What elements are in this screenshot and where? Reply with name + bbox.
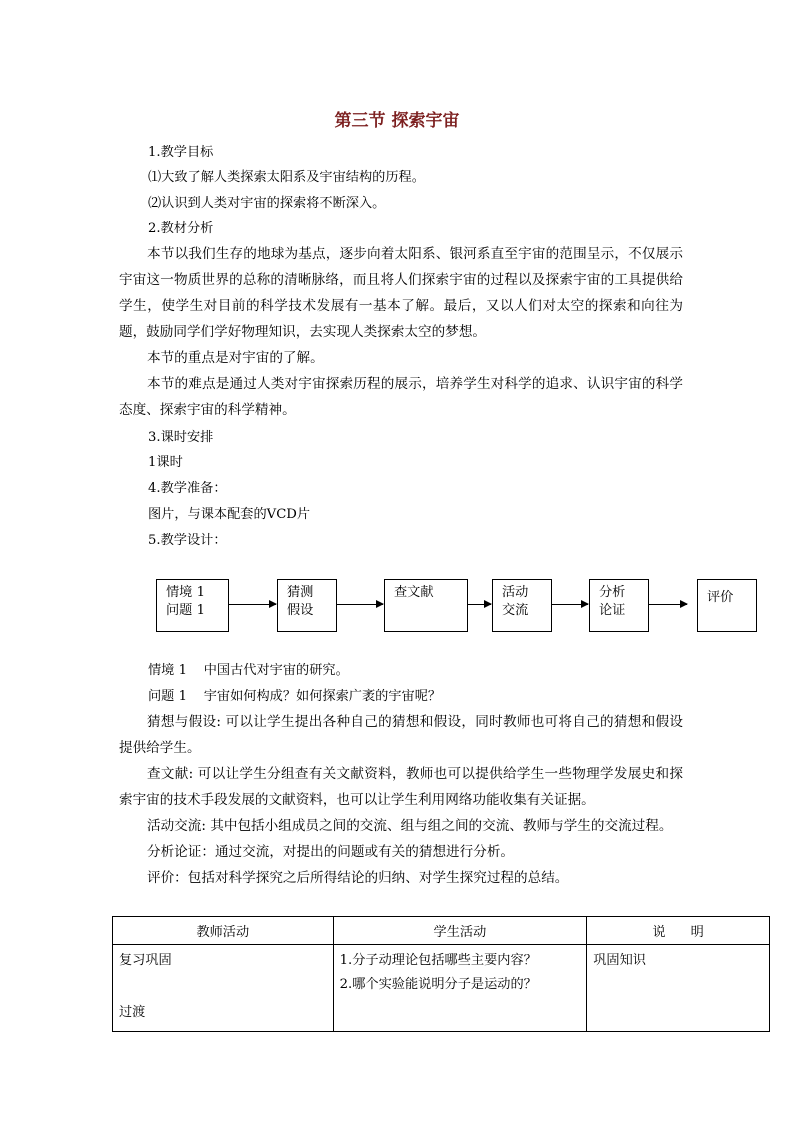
flow-box-literature-label: 查文献 xyxy=(394,585,434,600)
student-question-1: 1.分子动理论包括哪些主要内容？ xyxy=(339,953,537,968)
flow-box-scenario-line-1: 情境 1 xyxy=(166,585,205,600)
flow-arrow-5 xyxy=(649,604,687,605)
flow-box-argument-line-2: 论证 xyxy=(599,603,626,618)
student-activity-cell xyxy=(333,945,587,1032)
flow-box-hypothesis xyxy=(277,579,337,632)
schedule-value: 1课时 xyxy=(148,455,183,470)
goals-heading: 1.教学目标 xyxy=(148,145,214,160)
page-title: 第三节 探索宇宙 xyxy=(334,111,460,131)
design-guess: 猜想与假设: 可以让学生提出各种自己的猜想和假设，同时教师也可将自己的猜想和假设提供给学生。 xyxy=(119,714,683,756)
analysis-paragraph-1: 本节以我们生存的地球为基点，逐步向着太阳系、银河系直至宇宙的范围呈示，不仅展示宇宙这一物质世界的总称的清晰脉络，而且将人们探索宇宙的过程以及探索宇宙的工具提供给学生，使学生对目前的科学技术发展有一基本了解。最后，又以人们对太空的探索和向往为题，鼓励同学们学好物理知识，去实现人类探索太空的梦想。 xyxy=(119,246,683,340)
activity-table xyxy=(112,916,770,1032)
design-evaluation: 评价：包括对科学探究之后所得结论的归纳、对学生探究过程的总结。 xyxy=(147,870,569,886)
notes-cell xyxy=(587,945,770,1032)
schedule-heading: 3.课时安排 xyxy=(148,430,214,445)
flow-box-argument-line-1: 分析 xyxy=(599,585,626,600)
flow-box-evaluation-label: 评价 xyxy=(707,590,734,605)
teacher-activity-transition: 过渡 xyxy=(119,1005,146,1020)
design-literature: 查文献: 可以让学生分组查有关文献资料，教师也可以提供给学生一些物理学发展史和探索宇宙的技术手段发展的文献资料，也可以让学生利用网络功能收集有关证据。 xyxy=(119,766,683,808)
design-argument: 分析论证：通过交流，对提出的问题或有关的猜想进行分析。 xyxy=(147,844,515,860)
header-teacher-activity: 教师活动 xyxy=(113,917,334,945)
flow-box-hypothesis-line-1: 猜测 xyxy=(287,585,314,600)
design-question: 问题 1 宇宙如何构成？如何探索广袤的宇宙呢？ xyxy=(148,689,442,704)
analysis-paragraph-3: 本节的难点是通过人类对宇宙探索历程的展示，培养学生对科学的追求、认识宇宙的科学态度、探索宇宙的科学精神。 xyxy=(119,376,683,418)
design-scene: 情境 1 中国古代对宇宙的研究。 xyxy=(148,663,349,678)
student-question-2: 2.哪个实验能说明分子是运动的？ xyxy=(339,977,537,992)
goal-1: ⑴大致了解人类探索太阳系及宇宙结构的历程。 xyxy=(148,170,425,185)
header-notes: 说 明 xyxy=(587,917,770,945)
flow-arrow-1 xyxy=(229,604,276,605)
note-consolidate: 巩固知识 xyxy=(593,953,646,968)
prep-heading: 4.教学准备： xyxy=(148,481,227,496)
flow-arrow-2 xyxy=(337,604,383,605)
flow-arrow-4 xyxy=(552,604,588,605)
prep-value: 图片，与课本配套的VCD片 xyxy=(148,507,311,522)
goal-2: ⑵认识到人类对宇宙的探索将不断深入。 xyxy=(148,196,386,211)
flow-box-exchange xyxy=(492,579,552,632)
flow-box-literature xyxy=(384,579,468,632)
flow-box-scenario xyxy=(156,579,229,632)
design-exchange: 活动交流: 其中包括小组成员之间的交流、组与组之间的交流、教师与学生的交流过程。 xyxy=(147,818,673,834)
flow-box-scenario-line-2: 问题 1 xyxy=(166,603,205,618)
teacher-activity-cell xyxy=(113,945,334,1032)
flow-box-exchange-line-1: 活动 xyxy=(502,585,529,600)
header-student-activity: 学生活动 xyxy=(333,917,587,945)
flow-box-exchange-line-2: 交流 xyxy=(502,603,529,618)
design-heading: 5.教学设计： xyxy=(148,533,227,548)
flow-box-hypothesis-line-2: 假设 xyxy=(287,603,314,618)
flow-arrow-3 xyxy=(468,604,491,605)
table-row xyxy=(113,945,770,1032)
analysis-heading: 2.教材分析 xyxy=(148,221,214,236)
flow-box-evaluation xyxy=(697,579,757,632)
analysis-paragraph-2: 本节的重点是对宇宙的了解。 xyxy=(147,350,324,366)
flow-box-argument xyxy=(589,579,649,632)
table-header-row xyxy=(113,917,770,945)
teacher-activity-review: 复习巩固 xyxy=(119,953,172,968)
